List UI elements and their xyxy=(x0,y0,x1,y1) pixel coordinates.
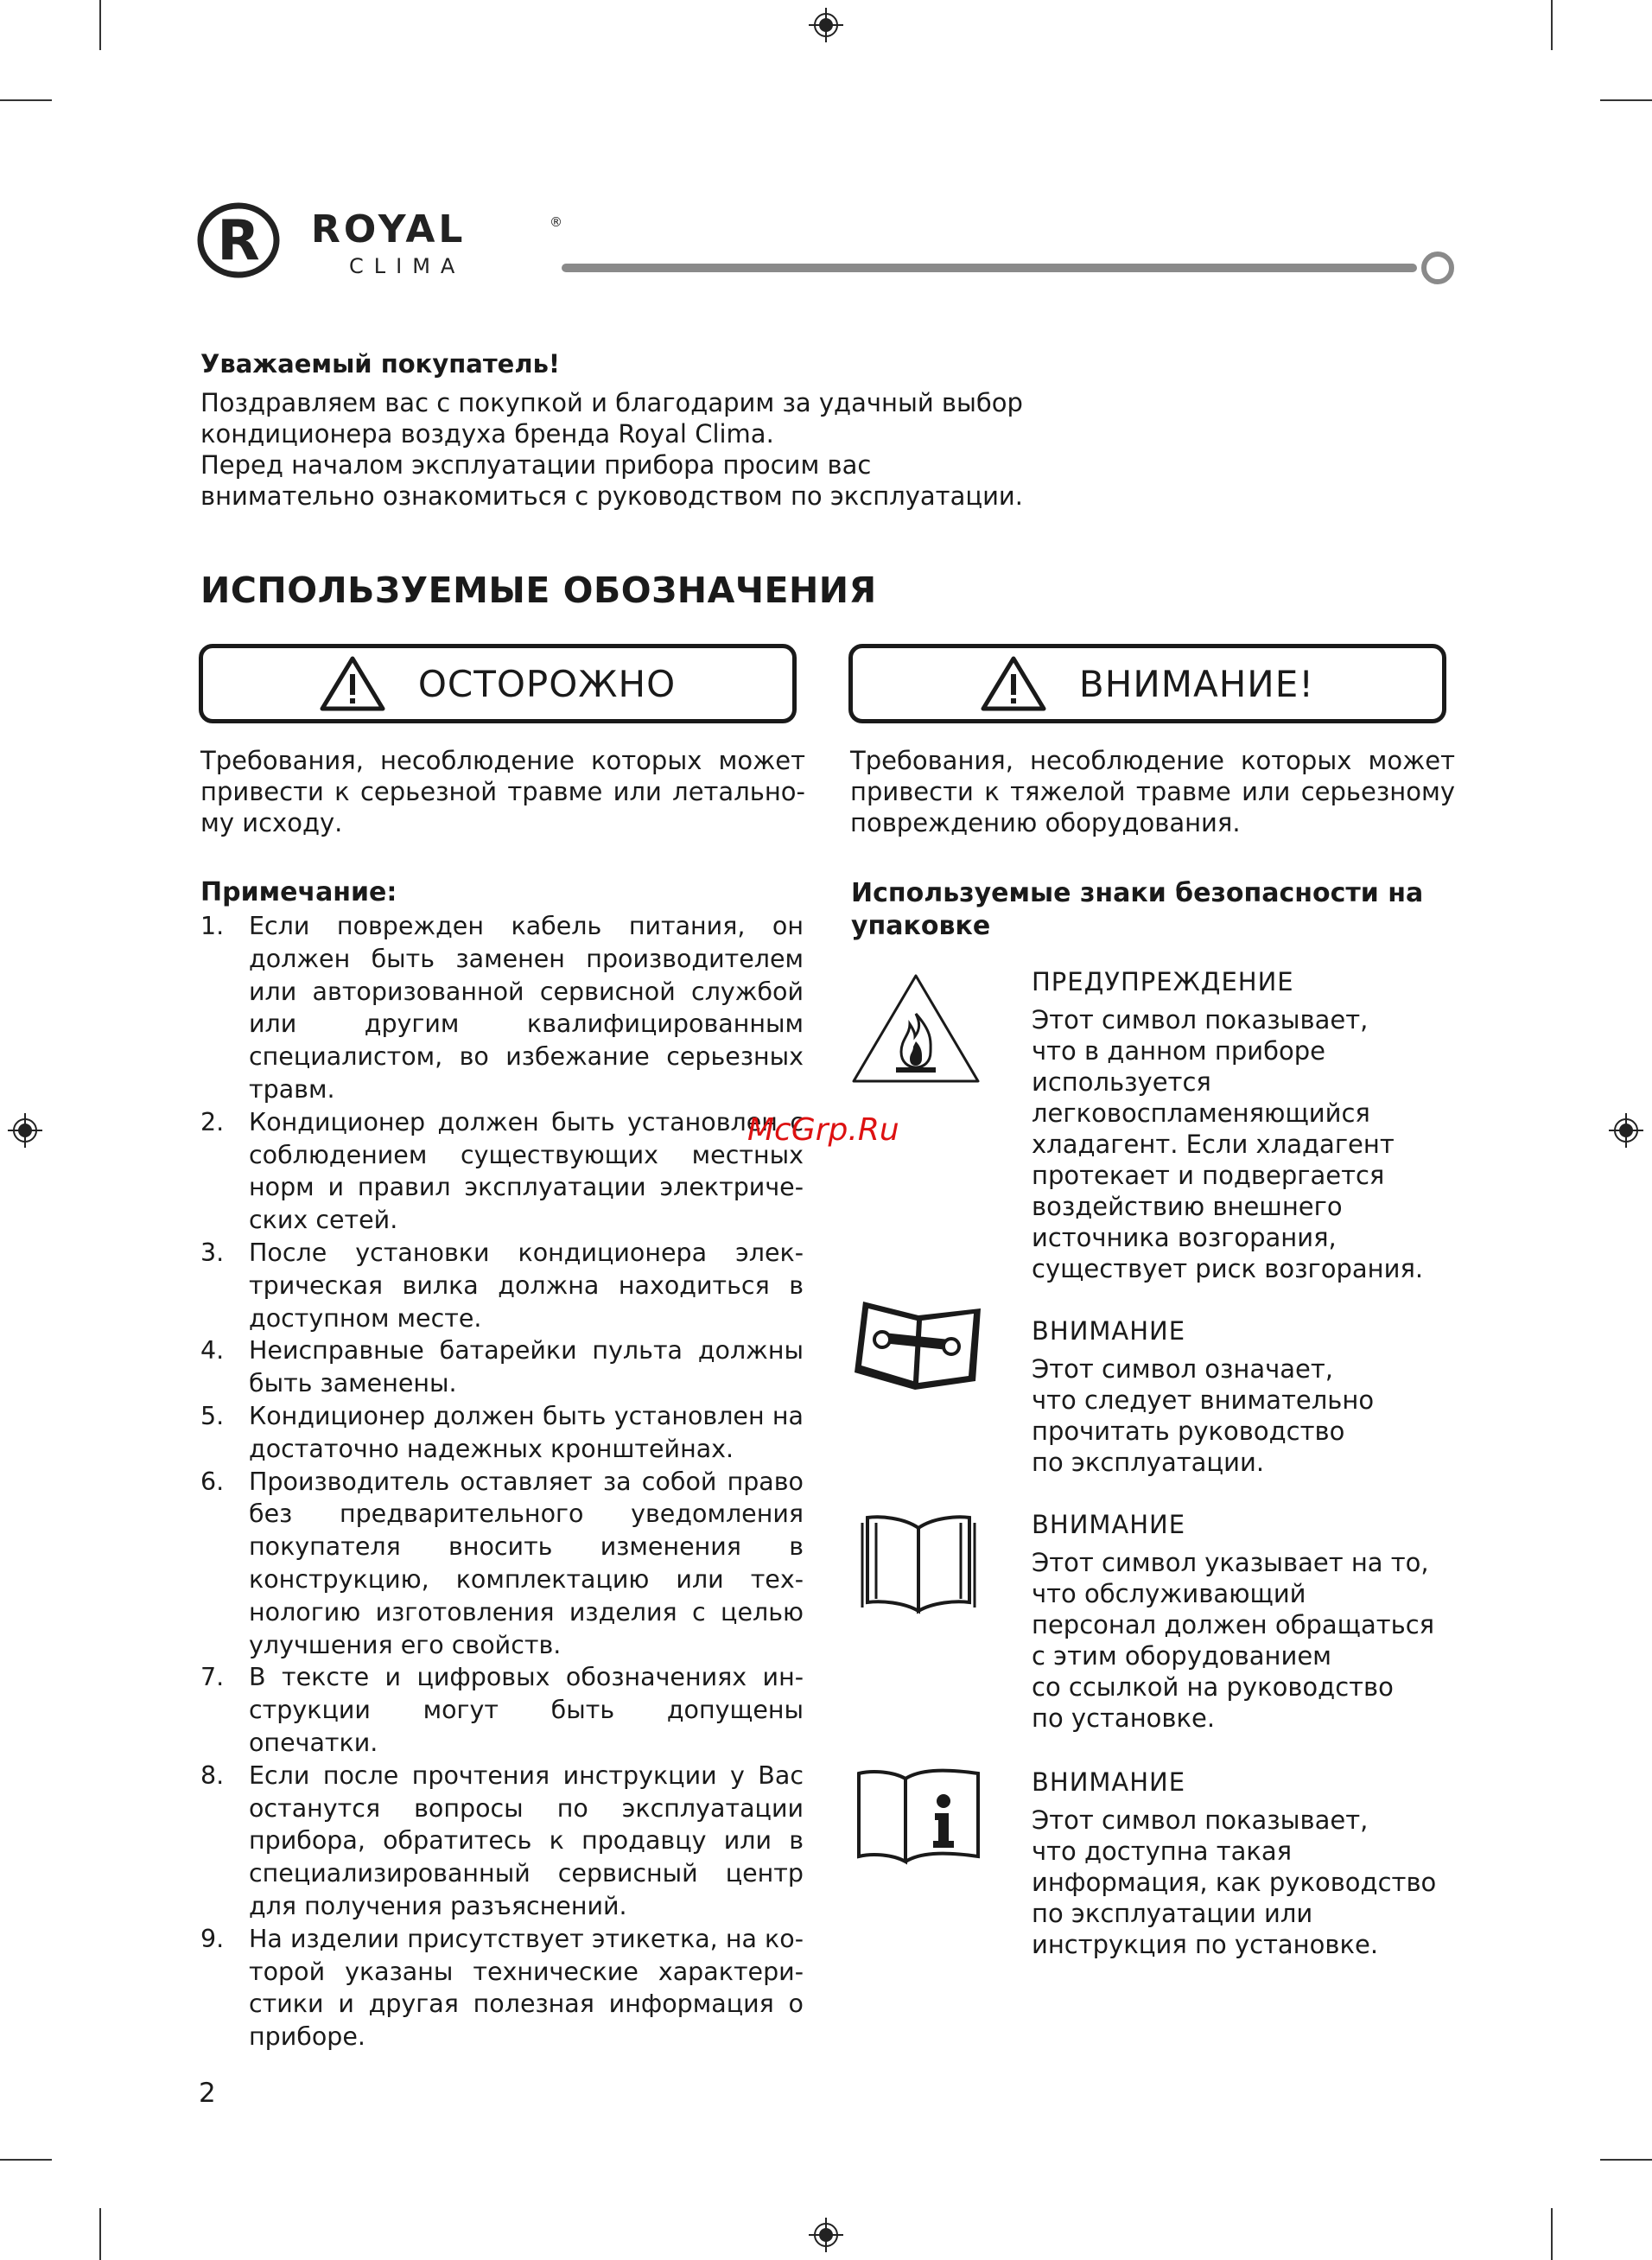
attention-label: ВНИМАНИЕ! xyxy=(1078,662,1315,705)
crop-mark xyxy=(1551,2208,1553,2260)
attention-description: Требования, несоблюдение которых может привести к тяжелой травме или серьезному повреждению оборудования. xyxy=(850,746,1455,837)
info-manual-icon xyxy=(855,1768,982,1865)
caution-box xyxy=(199,644,797,723)
warning-triangle-icon xyxy=(320,655,385,712)
header-rule xyxy=(562,264,1417,272)
sign-description: ПРЕДУПРЕЖДЕНИЕ Этот символ показывает, что в данном приборе используется легковоспламеняющийся хладагент. Если хладагент протекает и подвергается воздействию внешнего источника возгорания, существует риск возгорания. xyxy=(1032,966,1481,1284)
watermark: McGrp.Ru xyxy=(747,1112,899,1148)
open-book-icon xyxy=(861,1511,976,1613)
registration-mark-icon xyxy=(1609,1113,1643,1148)
list-item: 9. На изделии присутствует этикетка, на которой указаны технические характеристики и другая полезная информация о приборе. xyxy=(200,1924,804,2052)
list-item: 4. Неисправные батарейки пульта должны быть заменены. xyxy=(200,1336,804,1398)
attention-box xyxy=(848,644,1446,723)
list-item: 5. Кондиционер должен быть установлен на достаточно надежных кронштейнах. xyxy=(200,1401,804,1463)
greeting-line: Поздравляем вас с покупкой и благодарим за удачный выбор xyxy=(200,388,1023,417)
royal-clima-logo xyxy=(197,201,560,280)
sign-description: ВНИМАНИЕ Этот символ означает, что следует внимательно прочитать руководство по эксплуатации. xyxy=(1032,1315,1481,1478)
greeting-line: внимательно ознакомиться с руководством по эксплуатации. xyxy=(200,481,1023,511)
crop-mark xyxy=(99,2208,101,2260)
section-title: ИСПОЛЬЗУЕМЫЕ ОБОЗНАЧЕНИЯ xyxy=(200,570,877,611)
flammable-warning-icon xyxy=(851,972,981,1085)
signs-title: Используемые знаки безопасности на упаковке xyxy=(851,878,1424,941)
caution-label: ОСТОРОЖНО xyxy=(417,662,677,705)
crop-mark xyxy=(1551,0,1553,50)
greeting-title: Уважаемый покупатель! xyxy=(200,349,561,379)
sign-description: ВНИМАНИЕ Этот символ показывает, что доступна такая информация, как руководство по эксплуатации или инструкция по установке. xyxy=(1032,1767,1481,1960)
logo-monogram: R xyxy=(217,209,260,273)
crop-mark xyxy=(99,0,101,50)
logo-brand-name: ROYAL xyxy=(311,207,467,251)
registration-mark-icon xyxy=(8,1113,42,1148)
logo-registered: ® xyxy=(550,214,562,230)
page-number: 2 xyxy=(199,2078,216,2109)
crop-mark xyxy=(1600,99,1652,101)
sign-description: ВНИМАНИЕ Этот символ указывает на то, что обслуживающий персонал должен обращаться с этим оборудованием со ссылкой на руководство по установке. xyxy=(1032,1509,1481,1734)
notes-list xyxy=(200,910,804,2053)
sign-heading: ВНИМАНИЕ xyxy=(1032,1316,1186,1346)
sign-heading: ВНИМАНИЕ xyxy=(1032,1767,1186,1797)
caution-description: Требования, несоблюдение которых может привести к серьезной травме или летальному исходу. xyxy=(200,746,805,837)
service-manual-icon xyxy=(851,1296,988,1391)
sign-heading: ПРЕДУПРЕЖДЕНИЕ xyxy=(1032,967,1294,996)
list-item: 2. Кондиционер должен быть установлен с соблюдением существующих местных норм и правил эксплуатации электрических сетей. xyxy=(200,1107,804,1235)
crop-mark xyxy=(1600,2159,1652,2161)
crop-mark xyxy=(0,2159,52,2161)
notes-title: Примечание: xyxy=(200,877,397,907)
logo-sub: CLIMA xyxy=(349,254,466,278)
greeting-line: Перед началом эксплуатации прибора просим вас xyxy=(200,450,872,480)
sign-heading: ВНИМАНИЕ xyxy=(1032,1510,1186,1539)
crop-mark xyxy=(0,99,52,101)
list-item: 8. Если после прочтения инструкции у Вас останутся вопросы по эксплуатации прибора, обратитесь к продавцу или в специализированный сервисный центр для получения разъяснений. xyxy=(200,1760,804,1920)
list-item: 6. Производитель оставляет за собой право без предварительного уведомления покупателя вносить изменения в конструкцию, комплектацию или технологию изготовления изделия с целью улучшения его свойств. xyxy=(200,1467,804,1659)
list-item: 7. В тексте и цифровых обозначениях инструкции могут быть допущены опечатки. xyxy=(200,1663,804,1757)
warning-triangle-icon xyxy=(981,655,1046,712)
list-item: 1. Если поврежден кабель питания, он должен быть заменен производителем или авторизованной сервисной службой или другим квалифицированным специалистом, во избежание серьезных травм. xyxy=(200,912,804,1104)
header-rule-ring xyxy=(1421,251,1454,284)
greeting-body xyxy=(200,387,1151,512)
registration-mark-icon xyxy=(809,8,843,42)
greeting-line: кондиционера воздуха бренда Royal Clima. xyxy=(200,419,774,449)
list-item: 3. После установки кондиционера электрическая вилка должна находиться в доступном месте. xyxy=(200,1238,804,1333)
registration-mark-icon xyxy=(809,2218,843,2252)
